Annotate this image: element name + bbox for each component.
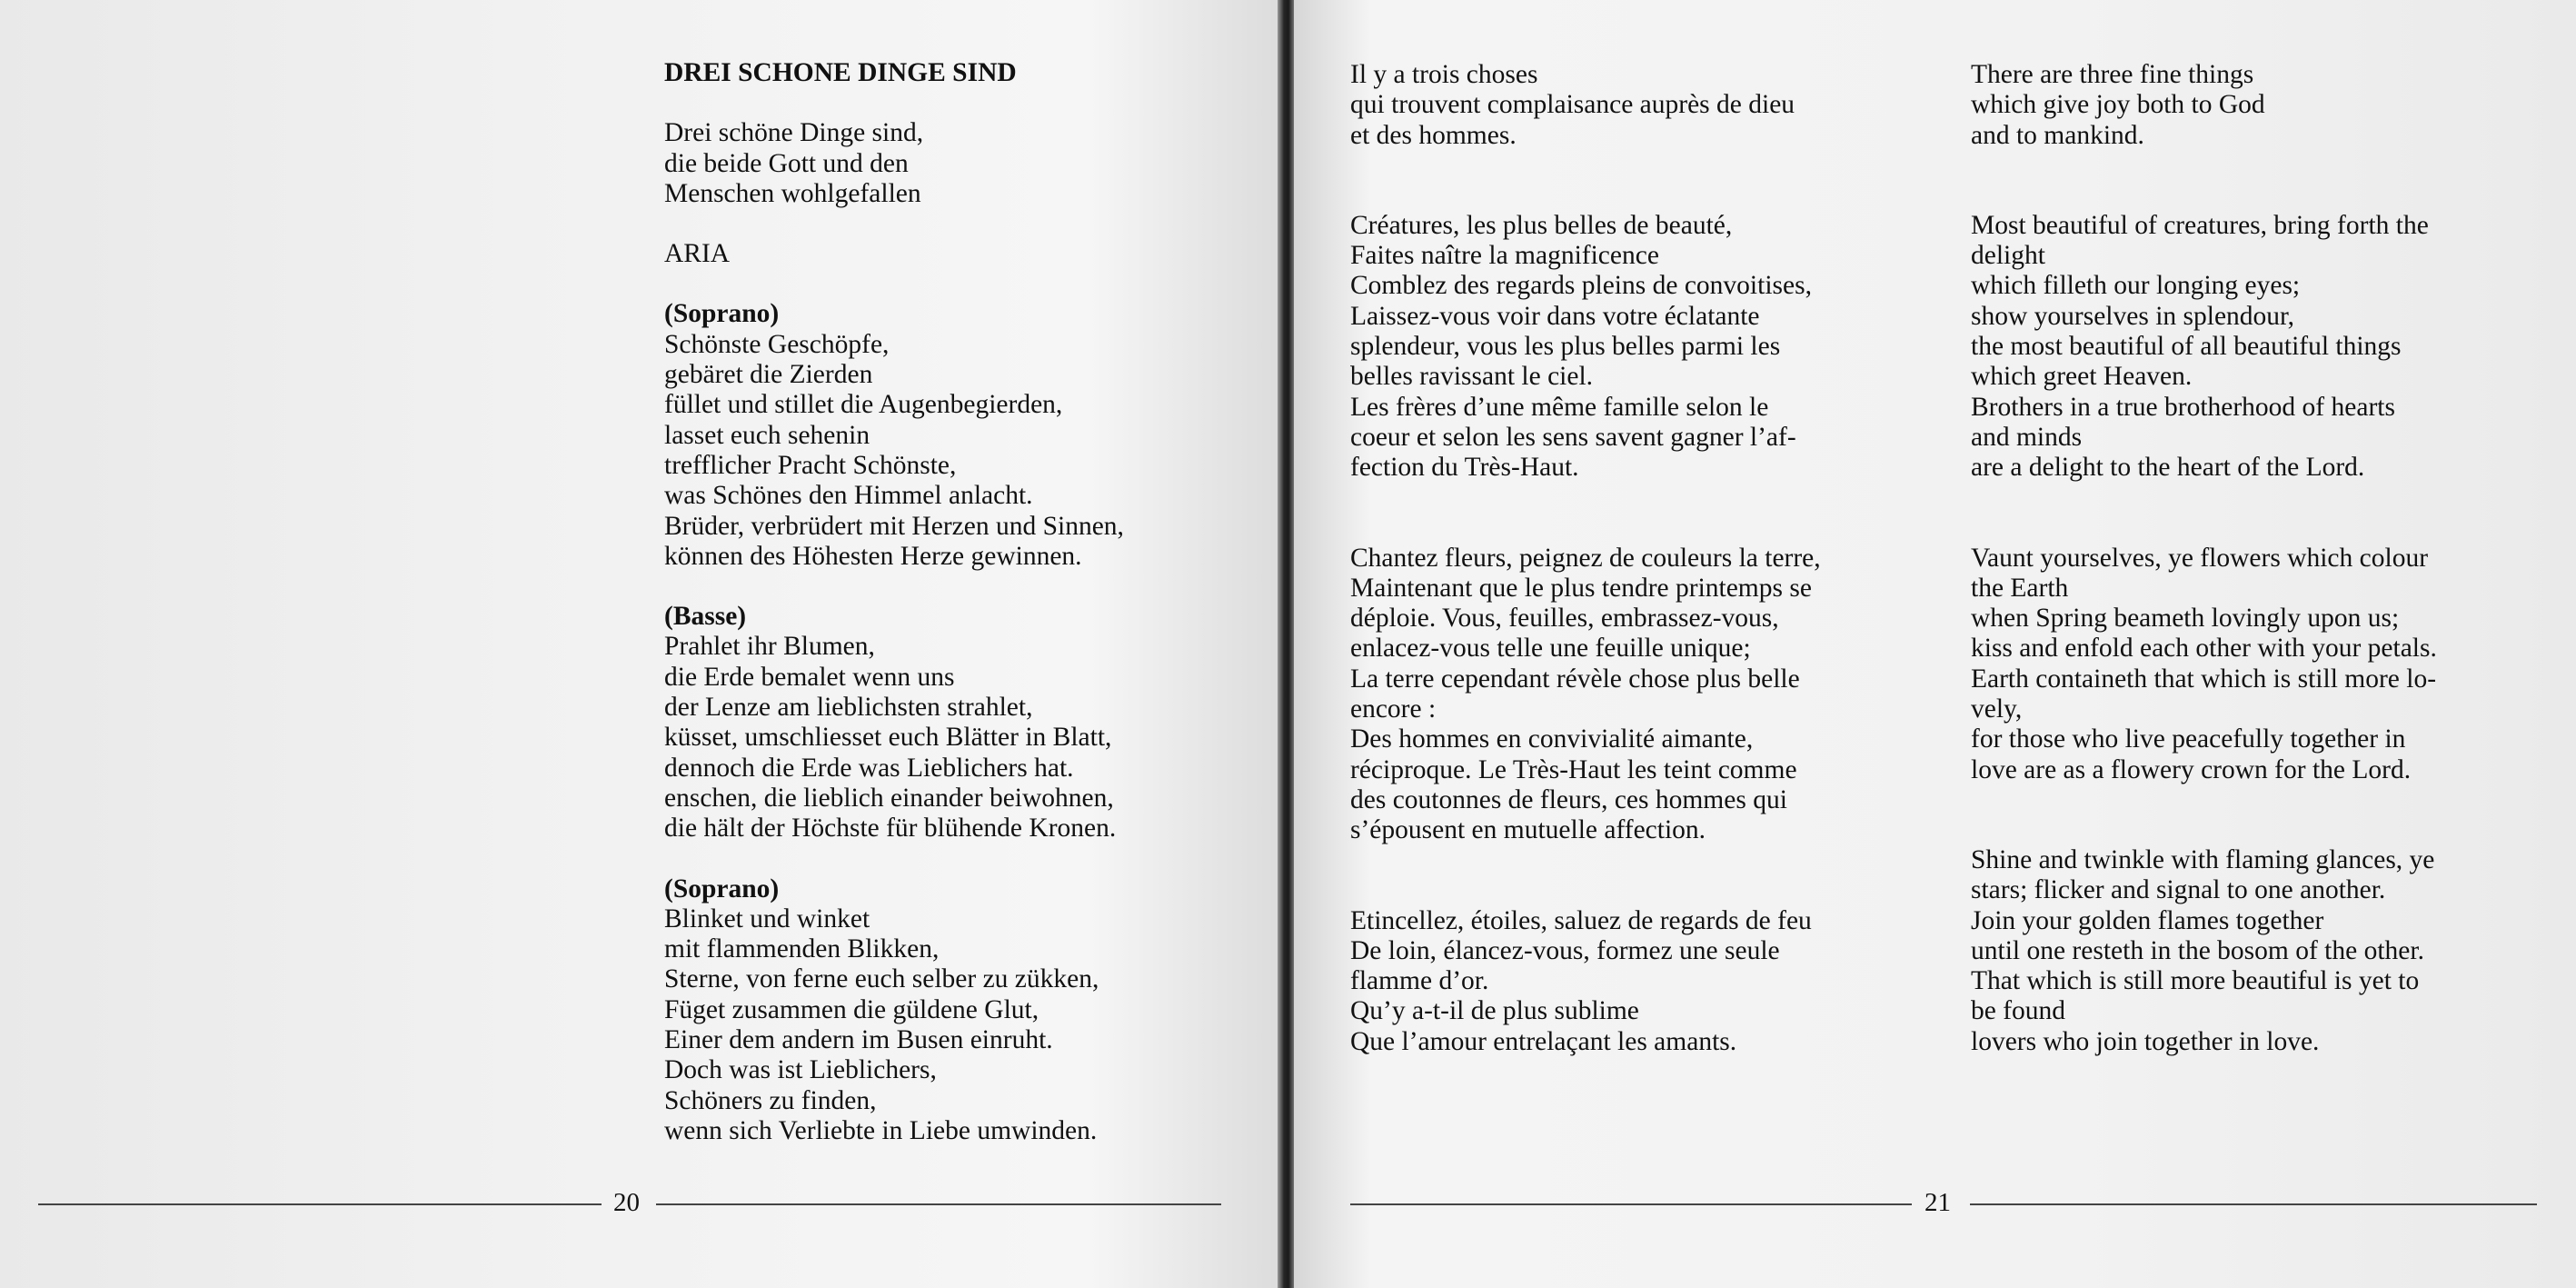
english-stanza-2 — [1971, 211, 2437, 484]
text-line: De loin, élancez-vous, formez une seule — [1350, 935, 1780, 965]
text-line: können des Höhesten Herze gewinnen. — [664, 541, 1082, 571]
text-line: was Schönes den Himmel anlacht. — [664, 481, 1033, 511]
text-line: flamme d’or. — [1350, 966, 1489, 996]
english-stanza-3 — [1971, 544, 2437, 785]
text-line: Etincellez, étoiles, saluez de regards de feu — [1350, 905, 1812, 935]
text-line: Des hommes en convivialité aimante, — [1350, 724, 1754, 754]
text-line: Il y a trois choses — [1350, 60, 1538, 89]
text-line: Most beautiful of creatures, bring forth the — [1971, 210, 2429, 240]
german-stanza-2 — [664, 632, 1124, 844]
french-stanza-2 — [1350, 211, 1821, 484]
french-stanza-1 — [1350, 60, 1821, 151]
text-line: der Lenze am lieblichsten strahlet, — [664, 693, 1033, 723]
text-line: fection du Très-Haut. — [1350, 453, 1579, 483]
text-line: Blinket und winket — [664, 904, 870, 934]
text-line: mit flammenden Blikken, — [664, 934, 940, 964]
text-line: déploie. Vous, feuilles, embrassez-vous, — [1350, 604, 1779, 634]
text-line: die hält der Höchste für blühende Kronen. — [664, 814, 1117, 844]
text-line: Maintenant que le plus tendre printemps se — [1350, 573, 1812, 603]
text-line: There are three fine things — [1971, 60, 2254, 89]
text-line: lovers who join together in love. — [1971, 1026, 2320, 1056]
text-line: delight — [1971, 241, 2045, 271]
text-line: Vaunt yourselves, ye flowers which colour — [1971, 543, 2429, 573]
text-line: Faites naître la magnificence — [1350, 241, 1659, 271]
left-footer — [0, 1188, 1281, 1217]
text-line: Einer dem andern im Busen einruht. — [664, 1025, 1053, 1055]
text-line: Que l’amour entrelaçant les amants. — [1350, 1026, 1737, 1056]
text-line: gebäret die Zierden — [664, 360, 873, 390]
text-line: Shine and twinkle with flaming glances, ye — [1971, 844, 2435, 874]
text-line: réciproque. Le Très-Haut les teint comme — [1350, 754, 1797, 784]
text-line: die Erde bemalet wenn uns — [664, 662, 955, 692]
text-line: Schöners zu finden, — [664, 1085, 877, 1115]
right-footer — [1294, 1188, 2576, 1217]
text-line: Schönste Geschöpfe, — [664, 329, 890, 359]
text-line: the Earth — [1971, 573, 2069, 603]
text-line: kiss and enfold each other with your petals. — [1971, 634, 2437, 664]
text-line: enlacez-vous telle une feuille unique; — [1350, 634, 1751, 664]
text-line: lasset euch sehenin — [664, 420, 870, 450]
text-line: Qu’y a-t-il de plus sublime — [1350, 996, 1639, 1026]
text-line: vely, — [1971, 694, 2023, 724]
text-line: La terre cependant révèle chose plus belle — [1350, 664, 1800, 694]
footer-rule-left-2 — [656, 1203, 1221, 1205]
text-line: Les frères d’une même famille selon le — [1350, 392, 1769, 422]
text-line: encore : — [1350, 694, 1437, 724]
text-line: are a delight to the heart of the Lord. — [1971, 453, 2365, 483]
text-line: which filleth our longing eyes; — [1971, 271, 2301, 301]
text-line: and minds — [1971, 422, 2083, 452]
text-line: qui trouvent complaisance auprès de dieu — [1350, 90, 1795, 120]
text-line: coeur et selon les sens savent gagner l’af- — [1350, 422, 1796, 452]
text-line: Prahlet ihr Blumen, — [664, 632, 875, 662]
text-line: which give joy both to God — [1971, 90, 2265, 120]
text-line: s’épousent en mutuelle affection. — [1350, 815, 1706, 845]
text-line: füllet und stillet die Augenbegierden, — [664, 390, 1063, 420]
german-text-column — [664, 58, 1124, 1176]
text-line: wenn sich Verliebte in Liebe umwinden. — [664, 1115, 1098, 1145]
page-number-left: 20 — [613, 1188, 640, 1217]
text-line: Drei schöne Dinge sind, — [664, 118, 924, 148]
book-spine — [1278, 0, 1296, 1288]
page-title: DREI SCHONE DINGE SIND — [664, 58, 1017, 87]
german-stanza-1 — [664, 330, 1124, 572]
aria-label: ARIA — [664, 239, 731, 269]
right-page — [1294, 0, 2576, 1288]
text-line: which greet Heaven. — [1971, 362, 2193, 392]
text-line: Laissez-vous voir dans votre éclatante — [1350, 301, 1760, 331]
text-line: when Spring beameth lovingly upon us; — [1971, 604, 2400, 634]
english-stanza-4 — [1971, 845, 2437, 1057]
text-line: be found — [1971, 996, 2066, 1026]
voice-label-basse: (Basse) — [664, 602, 747, 632]
text-line: show yourselves in splendour, — [1971, 301, 2295, 331]
text-line: et des hommes. — [1350, 120, 1517, 150]
text-line: and to mankind. — [1971, 120, 2144, 150]
footer-rule-left — [38, 1203, 602, 1205]
text-line: küsset, umschliesset euch Blätter in Blatt, — [664, 723, 1112, 753]
text-line: love are as a flowery crown for the Lord. — [1971, 754, 2412, 784]
german-stanza-3 — [664, 904, 1124, 1146]
text-line: Brothers in a true brotherhood of hearts — [1971, 392, 2395, 422]
show-through-text — [164, 153, 600, 182]
text-line: stars; flicker and signal to one another. — [1971, 875, 2386, 905]
voice-label-soprano: (Soprano) — [664, 299, 780, 329]
footer-rule-right-2 — [1970, 1203, 2537, 1205]
text-line: des coutonnes de fleurs, ces hommes qui — [1350, 784, 1787, 814]
text-line: dennoch die Erde was Lieblichers hat. — [664, 753, 1074, 783]
text-line: Créatures, les plus belles de beauté, — [1350, 210, 1733, 240]
text-line: die beide Gott und den — [664, 148, 909, 178]
text-line: Join your golden flames together — [1971, 905, 2324, 935]
text-line: That which is still more beautiful is yet to — [1971, 966, 2420, 996]
english-text-column — [1971, 60, 2437, 1087]
text-line: Chantez fleurs, peignez de couleurs la terre, — [1350, 543, 1821, 573]
text-line: the most beautiful of all beautiful things — [1971, 332, 2402, 362]
text-line: Menschen wohlgefallen — [664, 178, 921, 208]
text-line: trefflicher Pracht Schönste, — [664, 450, 957, 480]
text-line: enschen, die lieblich einander beiwohnen, — [664, 783, 1114, 813]
text-line: belles ravissant le ciel. — [1350, 362, 1594, 392]
french-stanza-3 — [1350, 544, 1821, 846]
text-line: Earth containeth that which is still more lo- — [1971, 664, 2437, 694]
french-stanza-4 — [1350, 906, 1821, 1057]
voice-label-soprano-2: (Soprano) — [664, 874, 780, 904]
intro-stanza — [664, 118, 1124, 209]
text-line: Comblez des regards pleins de convoitises, — [1350, 271, 1812, 301]
text-line: Doch was ist Lieblichers, — [664, 1055, 937, 1085]
english-stanza-1 — [1971, 60, 2437, 151]
text-line: splendeur, vous les plus belles parmi les — [1350, 332, 1781, 362]
text-line: Füget zusammen die güldene Glut, — [664, 994, 1039, 1024]
left-page — [0, 0, 1281, 1288]
page-number-right: 21 — [1925, 1188, 1951, 1217]
text-line: for those who live peacefully together in — [1971, 724, 2406, 754]
footer-rule-right — [1350, 1203, 1912, 1205]
french-text-column — [1350, 60, 1821, 1087]
text-line: Brüder, verbrüdert mit Herzen und Sinnen, — [664, 511, 1124, 541]
text-line: Sterne, von ferne euch selber zu zükken, — [664, 964, 1099, 994]
text-line: until one resteth in the bosom of the other. — [1971, 935, 2424, 965]
